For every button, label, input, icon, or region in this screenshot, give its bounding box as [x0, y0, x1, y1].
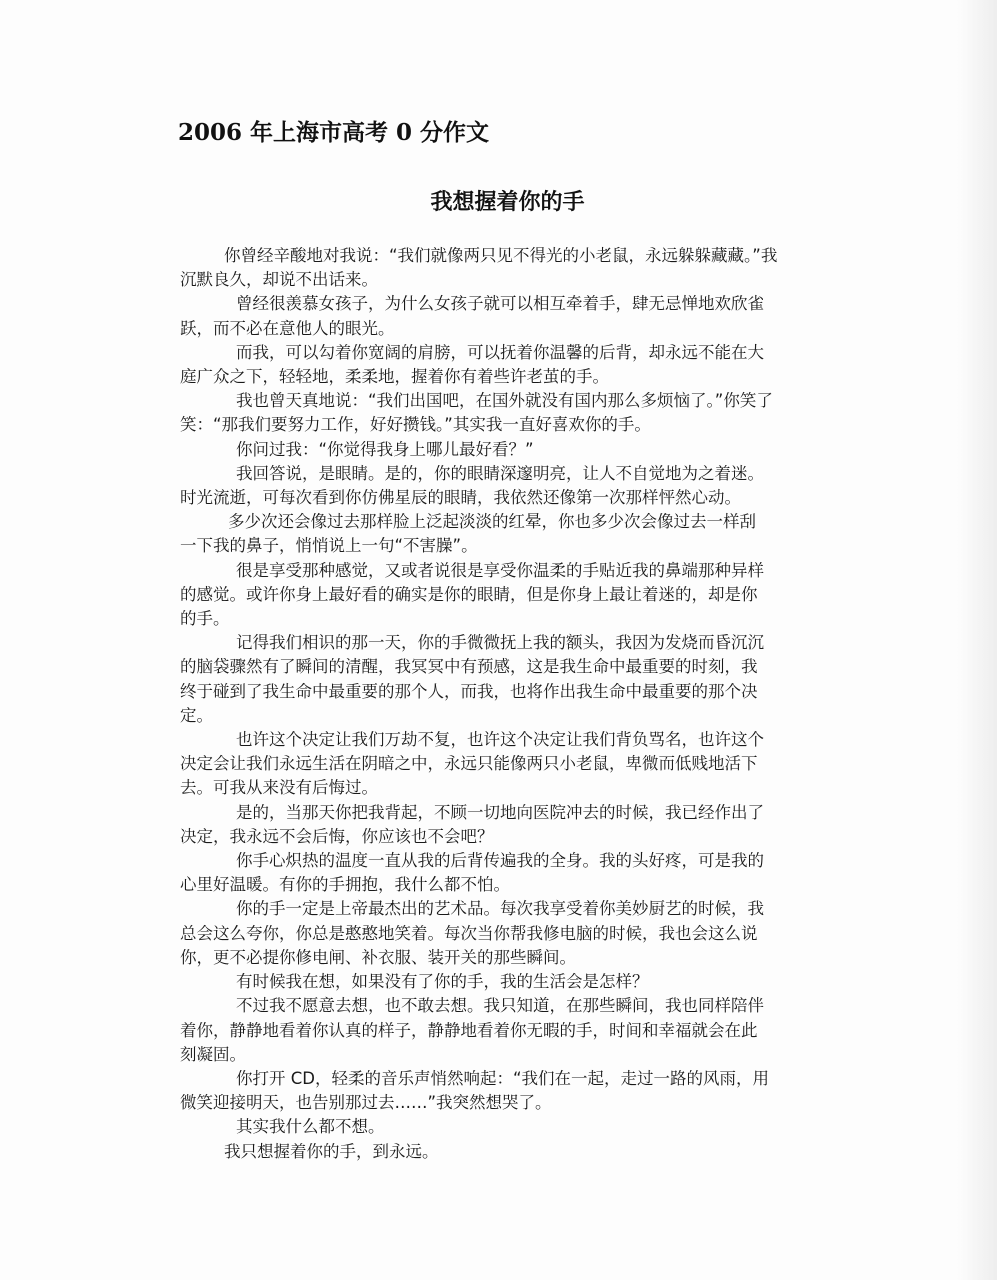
- paragraph-2: [180, 292, 845, 340]
- paragraph-12: [180, 849, 845, 897]
- paragraph-14: [180, 970, 845, 994]
- paragraph-line: 不过我不愿意去想，也不敢去想。我只知道，在那些瞬间，我也同样陪伴: [236, 996, 764, 1016]
- paragraph-line: 笑：“那我们要努力工作，好好攒钱。”其实我一直好喜欢你的手。: [180, 415, 651, 435]
- paragraph-line: 你手心炽热的温度一直从我的后背传遍我的全身。我的头好疼，可是我的: [236, 851, 764, 871]
- paragraph-line: 其实我什么都不想。: [236, 1117, 385, 1137]
- document-title: 2006 年上海市高考 0 分作文: [178, 119, 490, 146]
- paragraph-line: 一下我的鼻子，悄悄说上一句“不害臊”。: [180, 536, 478, 556]
- paragraph-3: [180, 341, 845, 389]
- paragraph-line: 庭广众之下，轻轻地，柔柔地，握着你有着些许老茧的手。: [180, 367, 609, 387]
- paragraph-line: 也许这个决定让我们万劫不复，也许这个决定让我们背负骂名，也许这个: [236, 730, 764, 750]
- paragraph-16: [180, 1067, 845, 1115]
- paragraph-line: 的感觉。或许你身上最好看的确实是你的眼睛，但是你身上最让着迷的，却是你: [180, 584, 758, 604]
- paragraph-10: [180, 728, 845, 801]
- paragraph-line: 决定会让我们永远生活在阴暗之中，永远只能像两只小老鼠，卑微而低贱地活下: [180, 754, 758, 774]
- paragraph-11: [180, 801, 845, 849]
- paragraph-1: [180, 244, 845, 292]
- paragraph-line: 我也曾天真地说：“我们出国吧，在国外就没有国内那么多烦恼了。”你笑了: [236, 391, 773, 411]
- paragraph-line: 而我，可以勾着你宽阔的肩膀，可以抚着你温馨的后背，却永远不能在大: [236, 342, 764, 362]
- paragraph-line: 多少次还会像过去那样脸上泛起淡淡的红晕，你也多少次会像过去一样刮: [228, 512, 756, 532]
- essay-title: 我想握着你的手: [430, 190, 585, 215]
- paragraph-line: 我只想握着你的手，到永远。: [224, 1141, 439, 1161]
- paragraph-line: 是的，当那天你把我背起，不顾一切地向医院冲去的时候，我已经作出了: [236, 802, 764, 822]
- paragraph-line: 跃，而不必在意他人的眼光。: [180, 318, 395, 338]
- paragraph-line: 的手。: [180, 609, 230, 629]
- paragraph-line: 沉默良久，却说不出话来。: [180, 270, 378, 290]
- paragraph-17: [180, 1115, 845, 1139]
- paragraph-line: 着你，静静地看着你认真的样子，静静地看着你无暇的手，时间和幸福就会在此: [180, 1020, 758, 1040]
- paragraph-line: 你的手一定是上帝最杰出的艺术品。每次我享受着你美妙厨艺的时候，我: [236, 899, 764, 919]
- paragraph-6: [180, 462, 845, 510]
- paragraph-13: [180, 897, 845, 970]
- paragraph-line: 微笑迎接明天，也告别那过去……”我突然想哭了。: [180, 1093, 552, 1113]
- paragraph-18: [180, 1140, 845, 1164]
- paragraph-line: 心里好温暖。有你的手拥抱，我什么都不怕。: [180, 875, 510, 895]
- paragraph-line: 曾经很羡慕女孩子，为什么女孩子就可以相互牵着手，肆无忌惮地欢欣雀: [236, 294, 764, 314]
- paragraph-line: 的脑袋骤然有了瞬间的清醒，我冥冥中有预感，这是我生命中最重要的时刻，我: [180, 657, 758, 677]
- paragraph-5: [180, 438, 845, 462]
- paragraph-line: 你打开 CD，轻柔的音乐声悄然响起：“我们在一起，走过一路的风雨，用: [236, 1068, 770, 1088]
- paragraph-line: 记得我们相识的那一天，你的手微微抚上我的额头，我因为发烧而昏沉沉: [236, 633, 764, 653]
- paragraph-line: 决定，我永远不会后悔，你应该也不会吧？: [180, 826, 494, 846]
- paragraph-line: 去。可我从来没有后悔过。: [180, 778, 378, 798]
- paragraph-line: 终于碰到了我生命中最重要的那个人，而我，也将作出我生命中最重要的那个决: [180, 681, 758, 701]
- paragraph-line: 我回答说，是眼睛。是的，你的眼睛深邃明亮，让人不自觉地为之着迷。: [236, 463, 764, 483]
- paragraph-4: [180, 389, 845, 437]
- paragraph-line: 总会这么夸你，你总是憨憨地笑着。每次当你帮我修电脑的时候，我也会这么说: [180, 923, 758, 943]
- paragraph-line: 你曾经辛酸地对我说：“我们就像两只见不得光的小老鼠，永远躲躲藏藏。”我: [224, 246, 778, 265]
- paragraph-line: 很是享受那种感觉，又或者说很是享受你温柔的手贴近我的鼻端那种异样: [236, 560, 764, 580]
- paragraph-15: [180, 994, 845, 1067]
- paragraph-line: 时光流逝，可每次看到你仿佛星辰的眼睛，我依然还像第一次那样怦然心动。: [180, 488, 741, 508]
- paragraph-7: [180, 510, 845, 558]
- paragraph-line: 有时候我在想，如果没有了你的手，我的生活会是怎样？: [236, 972, 649, 992]
- paragraph-line: 你问过我：“你觉得我身上哪儿最好看？”: [236, 439, 534, 459]
- paragraph-line: 你，更不必提你修电闸、补衣服、装开关的那些瞬间。: [180, 947, 576, 967]
- paragraph-line: 刻凝固。: [180, 1044, 246, 1064]
- paragraph-8: [180, 559, 845, 632]
- essay-body: [180, 244, 845, 1164]
- paragraph-9: [180, 631, 845, 728]
- paragraph-line: 定。: [180, 705, 213, 725]
